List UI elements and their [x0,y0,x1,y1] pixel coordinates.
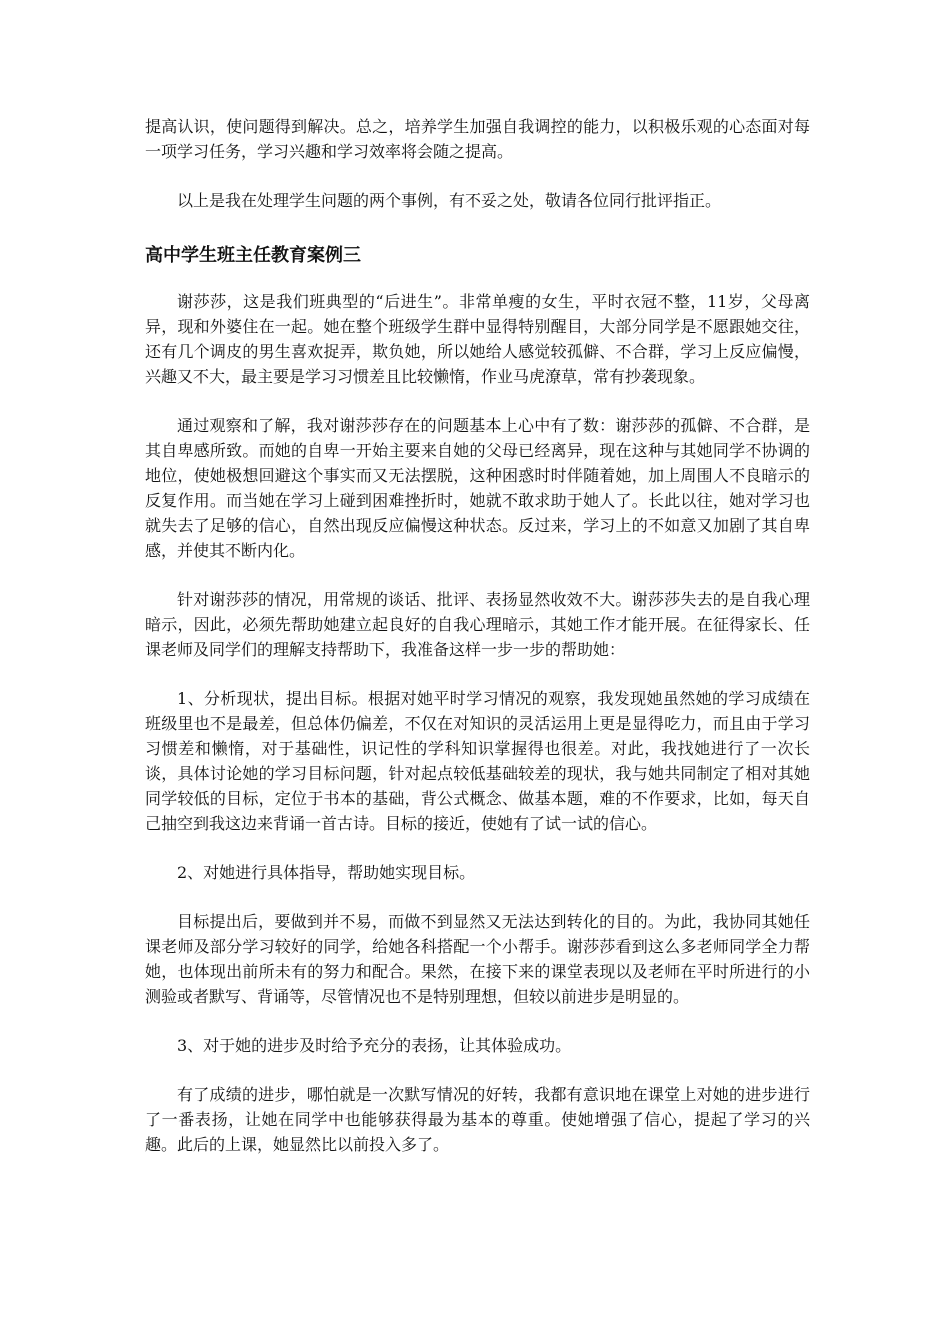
paragraph-plan: 针对谢莎莎的情况，用常规的谈话、批评、表扬显然收效不大。谢莎莎失去的是自我心理暗示，因此，必须先帮助她建立起良好的自我心理暗示，其她工作才能开展。在征得家长、任课老师及同学们的理解支持帮助下，我准备这样一步一步的帮助她： [145,590,810,659]
paragraph-step-one: 1、分析现状，提出目标。根据对她平时学习情况的观察，我发现她虽然她的学习成绩在班级里也不是最差，但总体仍偏差，不仅在对知识的灵活运用上更是显得吃力，而且由于学习习惯差和懒惰，对于基础性，识记性的学科知识掌握得也很差。对此，我找她进行了一次长谈，具体讨论她的学习目标问题，针对起点较低基础较差的现状，我与她共同制定了相对其她同学较低的目标，定位于书本的基础，背公式概念、做基本题，难的不作要求，比如，每天自己抽空到我这边来背诵一首古诗。目标的接近，使她有了试一试的信心。 [145,689,810,833]
document-page [145,114,810,1181]
section-heading: 高中学生班主任教育案例三 [145,245,361,266]
paragraph-step-two-title: 2、对她进行具体指导，帮助她实现目标。 [177,863,476,882]
paragraph-step-two-body: 目标提出后，要做到并不易，而做不到显然又无法达到转化的目的。为此，我协同其她任课老师及部分学习较好的同学，给她各科搭配一个小帮手。谢莎莎看到这么多老师同学全力帮她，也体现出前所未有的努力和配合。果然，在接下来的课堂表现以及老师在平时所进行的小测验或者默写、背诵等，尽管情况也不是特别理想，但较以前进步是明显的。 [145,912,810,1006]
paragraph-closing-remark: 以上是我在处理学生问题的两个事例，有不妥之处，敬请各位同行批评指正。 [177,191,722,210]
paragraph-student-intro: 谢莎莎，这是我们班典型的“后进生”。非常单瘦的女生，平时衣冠不整，11岁，父母离异，现和外婆住在一起。她在整个班级学生群中显得特别醒目，大部分同学是不愿跟她交往，还有几个调皮的男生喜欢捉弄，欺负她，所以她给人感觉较孤僻、不合群，学习上反应偏慢，兴趣又不大，最主要是学习习惯差且比较懒惰，作业马虎潦草，常有抄袭现象。 [145,292,810,386]
paragraph-step-three-body: 有了成绩的进步，哪怕就是一次默写情况的好转，我都有意识地在课堂上对她的进步进行了一番表扬，让她在同学中也能够获得最为基本的尊重。使她增强了信心，提起了学习的兴趣。此后的上课，她显然比以前投入多了。 [145,1085,810,1154]
paragraph-step-three-title: 3、对于她的进步及时给予充分的表扬，让其体验成功。 [177,1036,572,1055]
paragraph-continuation: 提高认识，使问题得到解决。总之，培养学生加强自我调控的能力，以积极乐观的心态面对每一项学习任务，学习兴趣和学习效率将会随之提高。 [145,117,810,161]
paragraph-analysis: 通过观察和了解，我对谢莎莎存在的问题基本上心中有了数：谢莎莎的孤僻、不合群，是其自卑感所致。而她的自卑一开始主要来自她的父母已经离异，现在这种与其她同学不协调的地位，使她极想回避这个事实而又无法摆脱，这种困惑时时伴随着她，加上周围人不良暗示的反复作用。而当她在学习上碰到困难挫折时，她就不敢求助于她人了。长此以往，她对学习也就失去了足够的信心，自然出现反应偏慢这种状态。反过来，学习上的不如意又加剧了其自卑感，并使其不断内化。 [145,416,810,560]
